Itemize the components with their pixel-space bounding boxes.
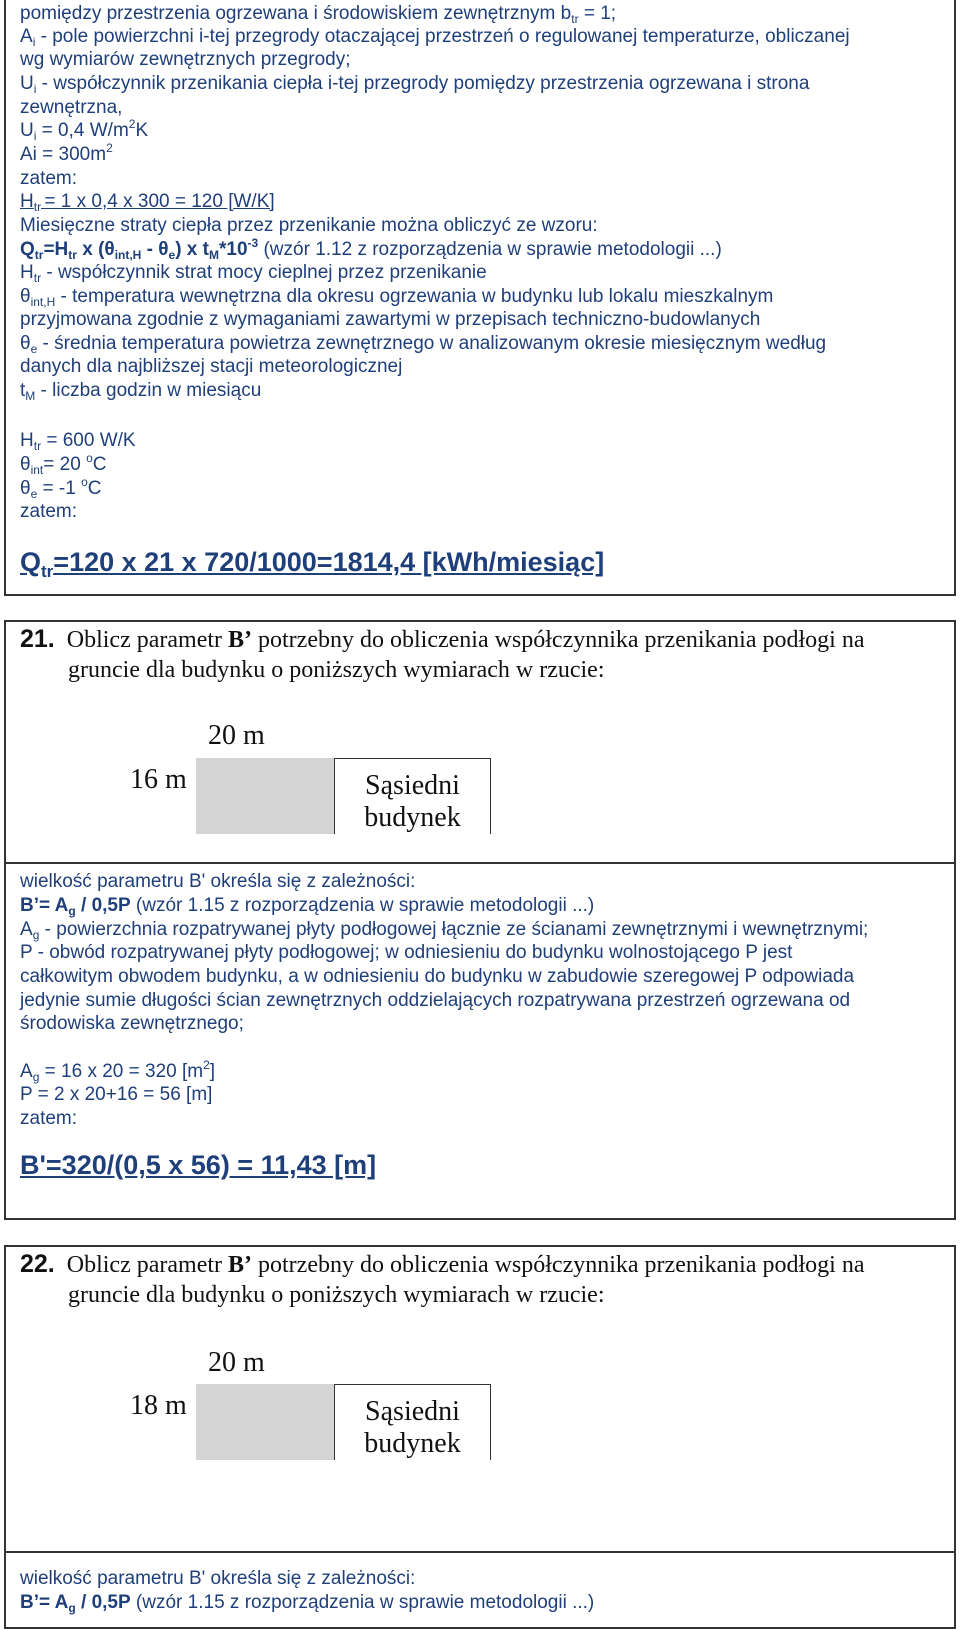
formula-line: $Q_{tr}=H_{tr}$ x $(\theta_{int,H} - \theta_e)$ x $t_M*10^{-3}$ (wzór 1.12 z rozporządzenia w sprawie metodologii ...) xyxy=(20,236,722,262)
width-label: 20 m xyxy=(208,1347,265,1378)
question-text: 22. Oblicz parametr B’ potrzebny do obliczenia współczynnika przenikania podłogi na gruncie dla budynku o poniższych wymiarach w rzucie: xyxy=(20,1250,865,1308)
neighbor-building-label: Sąsiedni budynek xyxy=(364,770,461,833)
text-line: pomiędzy przestrzenia ogrzewana i środowiskiem zewnętrznym $b_{tr} = 1$; xyxy=(20,3,617,26)
answer-box-20 xyxy=(4,0,956,596)
text-line: zatem: xyxy=(20,501,78,522)
answer-box-21 xyxy=(4,862,956,1220)
text-line: $U_i = 0,4$ $W/m^2K$ xyxy=(20,117,149,143)
text-line: $H_{tr}$ - współczynnik strat mocy cieplnej przez przenikanie xyxy=(20,262,487,285)
height-label: 16 m xyxy=(130,764,187,795)
formula-line: B’= $A_g / 0,5P$ (wzór 1.15 z rozporządzenia w sprawie metodologii ...) xyxy=(20,1592,595,1615)
neighbor-building-label: Sąsiedni budynek xyxy=(364,1396,461,1459)
text-line: danych dla najbliższej stacji meteorologicznej xyxy=(20,356,403,377)
result-line: $Q_{tr}=120$ x 21 x 720/1000=1814,4 [kWh/miesiąc] xyxy=(20,547,605,581)
text-line: wielkość parametru B' określa się z zależności: xyxy=(20,1568,416,1589)
question-box-22 xyxy=(4,1245,956,1553)
text-line: zewnętrzna, xyxy=(20,97,123,118)
building-plan-rect xyxy=(196,1384,334,1460)
text-line: przyjmowana zgodnie z wymaganiami zawartymi w przepisach techniczno-budowlanych xyxy=(20,309,761,330)
text-line: zatem: xyxy=(20,1108,78,1129)
answer-box-22 xyxy=(4,1551,956,1629)
text-line: wielkość parametru B' określa się z zależności: xyxy=(20,871,416,892)
text-line: środowiska zewnętrznego; xyxy=(20,1013,244,1034)
width-label: 20 m xyxy=(208,720,265,751)
text-line: $H_{tr} = 600$ W/K xyxy=(20,430,136,453)
text-line: $\theta_e$ - średnia temperatura powietrza zewnętrznego w analizowanym okresie miesięcznym według xyxy=(20,333,827,356)
text-line: zatem: xyxy=(20,168,78,189)
height-label: 18 m xyxy=(130,1390,187,1421)
text-line: $H_{tr} = 1$ x 0,4 x 300 = 120 [W/K] xyxy=(20,191,275,214)
text-line: jedynie sumie długości ścian zewnętrznych oddzielających rozpatrywana przestrzeń ogrzewana od xyxy=(20,990,851,1011)
question-box-21 xyxy=(4,620,956,864)
text-line: P - obwód rozpatrywanej płyty podłogowej; w odniesieniu do budynku wolnostojącego P jest xyxy=(20,942,793,963)
text-line: $t_M$ - liczba godzin w miesiącu xyxy=(20,380,262,403)
building-plan-rect xyxy=(196,758,334,834)
question-text: 21. Oblicz parametr B’ potrzebny do obliczenia współczynnika przenikania podłogi na gruncie dla budynku o poniższych wymiarach w rzucie: xyxy=(20,625,865,683)
text-line: $A_g$ - powierzchnia rozpatrywanej płyty podłogowej łącznie ze ścianami zewnętrznymi i wewnętrznymi; xyxy=(20,919,869,942)
text-line: Miesięczne straty ciepła przez przenikanie można obliczyć ze wzoru: xyxy=(20,215,598,236)
text-line: $\theta_{int,H}$ - temperatura wewnętrzna dla okresu ogrzewania w budynku lub lokalu mieszkalnym xyxy=(20,286,774,309)
result-line: B'=320/(0,5 x 56) = 11,43 [m] xyxy=(20,1150,377,1180)
text-line: $U_i$ - współczynnik przenikania ciepła i-tej przegrody pomiędzy przestrzenia ogrzewana i strona xyxy=(20,73,810,96)
text-line: wg wymiarów zewnętrznych przegrody; xyxy=(20,49,351,70)
text-line: $Ai = 300m^2$ xyxy=(20,141,113,165)
formula-line: B’= $A_g / 0,5P$ (wzór 1.15 z rozporządzenia w sprawie metodologii ...) xyxy=(20,895,595,918)
text-line: $A_i$ - pole powierzchni i-tej przegrody otaczającej przestrzeń o regulowanej temperaturze, obliczanej xyxy=(20,26,850,49)
text-line: P = 2 x 20+16 = 56 [m] xyxy=(20,1084,213,1105)
text-line: $A_g = 16$ x 20 = 320 $[m^2]$ xyxy=(20,1058,216,1084)
text-line: $\theta_{int}= 20$ $^o$C xyxy=(20,451,107,477)
text-line: całkowitym obwodem budynku, a w odniesieniu do budynku w zabudowie szeregowej P odpowiada xyxy=(20,966,855,987)
text-line: $\theta_e = -1$ $^o$C xyxy=(20,475,102,501)
